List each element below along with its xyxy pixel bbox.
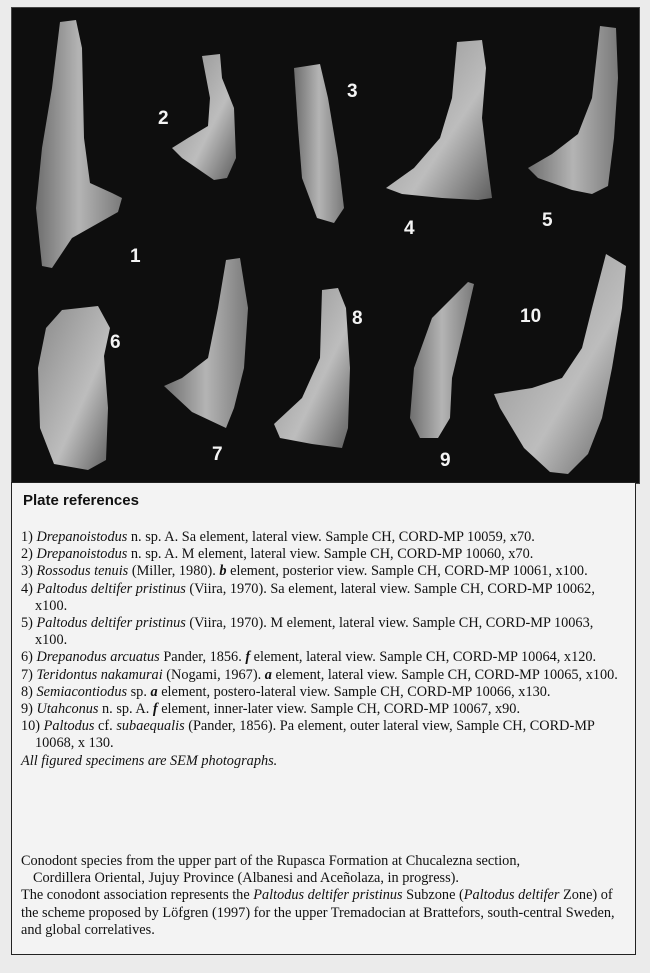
ref-number: 2) <box>21 546 33 563</box>
ref-element-code: a <box>150 683 158 700</box>
ref-text: n. sp. A. Sa element, lateral view. Sample CH, CORD-MP 10059, x70. <box>127 529 535 545</box>
notes-taxon: Paltodus deltifer pristinus <box>253 887 403 904</box>
ref-author: (Miller, 1980). <box>128 563 220 580</box>
specimen-1 <box>36 20 122 268</box>
plate-references-box <box>11 482 636 955</box>
ref-text: element, inner-later view. Sample CH, CORD-MP 10067, x90. <box>157 701 521 718</box>
specimen-7 <box>164 258 248 428</box>
reference-item <box>21 546 621 563</box>
notes-taxon: Paltodus deltifer <box>463 887 560 904</box>
ref-number: 7) <box>21 666 33 683</box>
ref-element-code: b <box>219 563 227 580</box>
specimen-3 <box>294 64 344 223</box>
ref-element-code: f <box>152 701 158 718</box>
ref-number: 4) <box>21 580 33 597</box>
ref-taxon: Drepanoistodus <box>36 546 128 563</box>
ref-author: cf. <box>94 718 117 735</box>
figure-label-3: 3 <box>347 81 358 102</box>
ref-text: (Viira, 1970). M element, lateral view. Sample CH, CORD-MP 10063, x100. <box>35 615 594 649</box>
ref-number: 1) <box>21 529 33 545</box>
figure-label-2: 2 <box>158 108 169 129</box>
ref-text: element, posterior view. Sample CH, CORD-MP 10061, x100. <box>226 563 588 580</box>
ref-author: Pander, 1856. <box>159 649 246 666</box>
specimen-5 <box>528 26 618 194</box>
figure-label-1: 1 <box>130 246 141 267</box>
specimen-8 <box>274 288 350 448</box>
notes-paragraph-2 <box>21 887 627 939</box>
ref-author: (Nogami, 1967). <box>162 666 265 683</box>
ref-text: n. sp. A. M element, lateral view. Sample CH, CORD-MP 10060, x70. <box>127 546 534 563</box>
ref-text: (Pander, 1856). Pa element, outer lateral view, Sample CH, CORD-MP 10068, x 130. <box>35 718 595 752</box>
reference-item <box>21 684 621 701</box>
ref-taxon: Utahconus <box>36 701 99 718</box>
ref-number: 8) <box>21 683 33 700</box>
reference-item <box>21 563 621 580</box>
ref-taxon: Drepanoistodus <box>36 529 128 545</box>
specimen-9 <box>410 282 474 438</box>
notes-text: The conodont association represents the <box>21 887 254 904</box>
notes-line-1: Conodont species from the upper part of the Rupasca Formation at Chucalezna section, <box>21 853 521 869</box>
ref-text: element, lateral view. Sample CH, CORD-MP 10064, x120. <box>250 649 597 666</box>
reference-list <box>21 529 621 770</box>
plate-references-heading: Plate references <box>23 492 139 509</box>
ref-number: 10) <box>21 718 41 735</box>
sem-note: All figured specimens are SEM photographs. <box>21 752 278 769</box>
ref-taxon: Teridontus nakamurai <box>36 666 163 683</box>
ref-number: 9) <box>21 701 33 718</box>
specimen-4 <box>386 40 492 200</box>
plate-figure <box>12 8 639 483</box>
ref-taxon: Semiacontiodus <box>36 683 128 700</box>
ref-element-code: a <box>264 666 272 683</box>
ref-text: element, lateral view. Sample CH, CORD-MP 10065, x100. <box>271 666 618 683</box>
reference-item <box>21 649 621 666</box>
ref-number: 6) <box>21 649 33 666</box>
ref-taxon: Paltodus deltifer pristinus <box>36 580 186 597</box>
figure-label-10: 10 <box>520 306 542 327</box>
figure-label-8: 8 <box>352 308 363 329</box>
figure-label-7: 7 <box>212 444 223 465</box>
figure-label-6: 6 <box>110 332 121 353</box>
notes-section <box>21 853 627 939</box>
specimen-10 <box>494 254 626 474</box>
reference-item <box>21 615 621 649</box>
reference-item <box>21 581 621 615</box>
notes-line-2: Cordillera Oriental, Jujuy Province (Albanesi and Aceñolaza, in progress). <box>33 870 460 887</box>
notes-text: Subzone ( <box>402 887 464 904</box>
ref-element-code: f <box>245 649 251 666</box>
ref-author: n. sp. A. <box>98 701 153 718</box>
reference-item <box>21 529 621 546</box>
ref-text: element, postero-lateral view. Sample CH, CORD-MP 10066, x130. <box>157 683 551 700</box>
ref-taxon: Paltodus deltifer pristinus <box>36 615 186 632</box>
figure-label-4: 4 <box>404 218 415 239</box>
reference-item <box>21 667 621 684</box>
ref-taxon: Rossodus tenuis <box>36 563 129 580</box>
notes-text: Zone) of the scheme proposed by Löfgren (1997) for the upper Tremadocian at Brattefors, south-central Sweden, and global correlatives. <box>21 887 615 938</box>
ref-number: 5) <box>21 615 33 632</box>
specimen-6 <box>38 306 110 470</box>
ref-number: 3) <box>21 563 33 580</box>
reference-item <box>21 718 621 752</box>
specimen-plate <box>11 7 640 484</box>
ref-taxon: Drepanodus arcuatus <box>36 649 160 666</box>
ref-text: (Viira, 1970). Sa element, lateral view. Sample CH, CORD-MP 10062, x100. <box>35 580 595 614</box>
ref-taxon-species: subaequalis <box>116 718 185 735</box>
ref-taxon: Paltodus <box>43 718 95 735</box>
reference-item <box>21 701 621 718</box>
ref-author: sp. <box>127 683 151 700</box>
specimen-2 <box>172 54 236 180</box>
figure-label-5: 5 <box>542 210 553 231</box>
figure-label-9: 9 <box>440 450 451 471</box>
